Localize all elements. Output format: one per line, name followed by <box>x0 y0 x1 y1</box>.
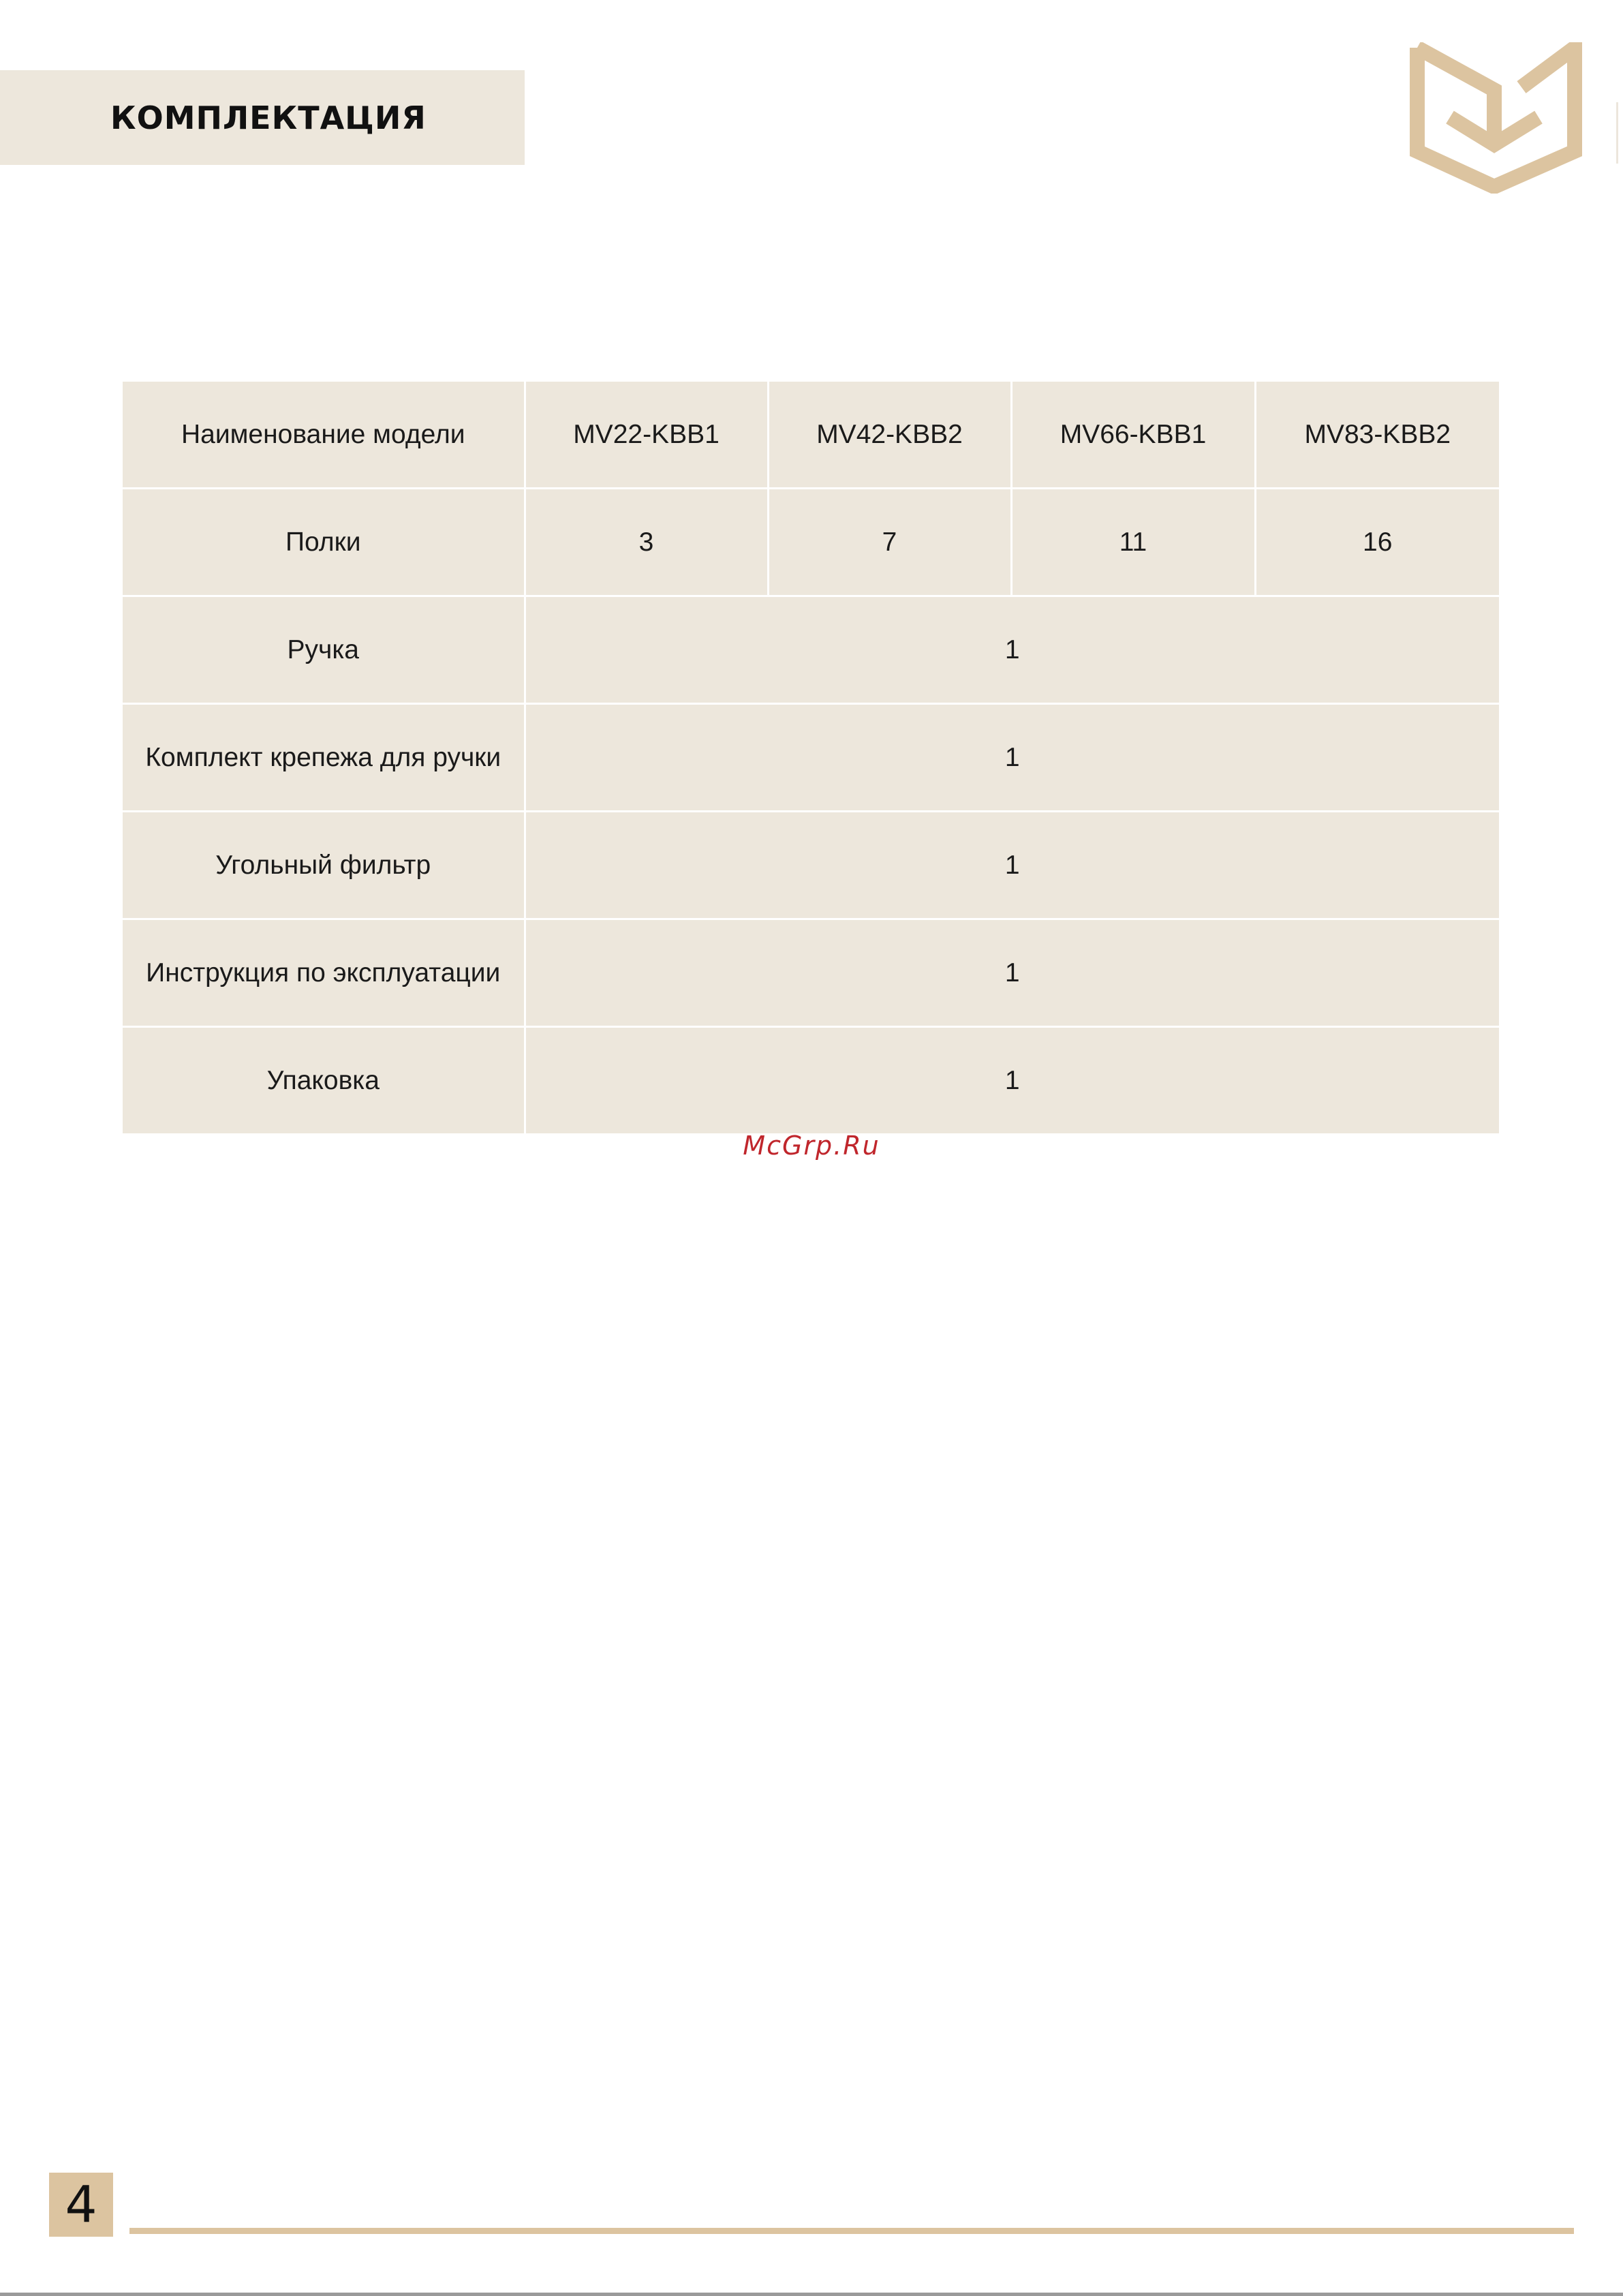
shelves-value: 3 <box>525 489 768 596</box>
quantity-value: 1 <box>525 1027 1499 1134</box>
quantity-value: 1 <box>525 704 1499 812</box>
row-label: Упаковка <box>123 1027 525 1134</box>
shelves-value: 7 <box>768 489 1011 596</box>
equipment-table <box>123 382 1499 1133</box>
section-header-band <box>0 70 525 165</box>
table-row <box>123 704 1499 812</box>
row-label: Ручка <box>123 596 525 704</box>
brand-logo-icon <box>1409 42 1583 194</box>
page-number: 4 <box>49 2173 113 2237</box>
model-cell: MV83-KBB2 <box>1255 382 1499 489</box>
quantity-value: 1 <box>525 812 1499 919</box>
row-label: Угольный фильтр <box>123 812 525 919</box>
section-title: КОМПЛЕКТАЦИЯ <box>110 99 427 136</box>
model-name-header: Наименование модели <box>123 382 525 489</box>
shelves-value: 16 <box>1255 489 1499 596</box>
watermark-link[interactable]: McGrp.Ru <box>743 1131 880 1161</box>
row-label: Комплект крепежа для ручки <box>123 704 525 812</box>
row-label: Инструкция по эксплуатации <box>123 919 525 1027</box>
table-row <box>123 812 1499 919</box>
model-cell: MV42-KBB2 <box>768 382 1011 489</box>
model-cell: MV22-KBB1 <box>525 382 768 489</box>
footer-divider <box>129 2228 1574 2234</box>
shelves-value: 11 <box>1011 489 1255 596</box>
quantity-value: 1 <box>525 919 1499 1027</box>
table-row <box>123 1027 1499 1134</box>
model-cell: MV66-KBB1 <box>1011 382 1255 489</box>
page-bottom-rule <box>0 2293 1623 2296</box>
table-row <box>123 596 1499 704</box>
table-row <box>123 489 1499 596</box>
quantity-value: 1 <box>525 596 1499 704</box>
table-row <box>123 919 1499 1027</box>
page-edge-mark <box>1616 102 1623 164</box>
table-header-row <box>123 382 1499 489</box>
row-label: Полки <box>123 489 525 596</box>
